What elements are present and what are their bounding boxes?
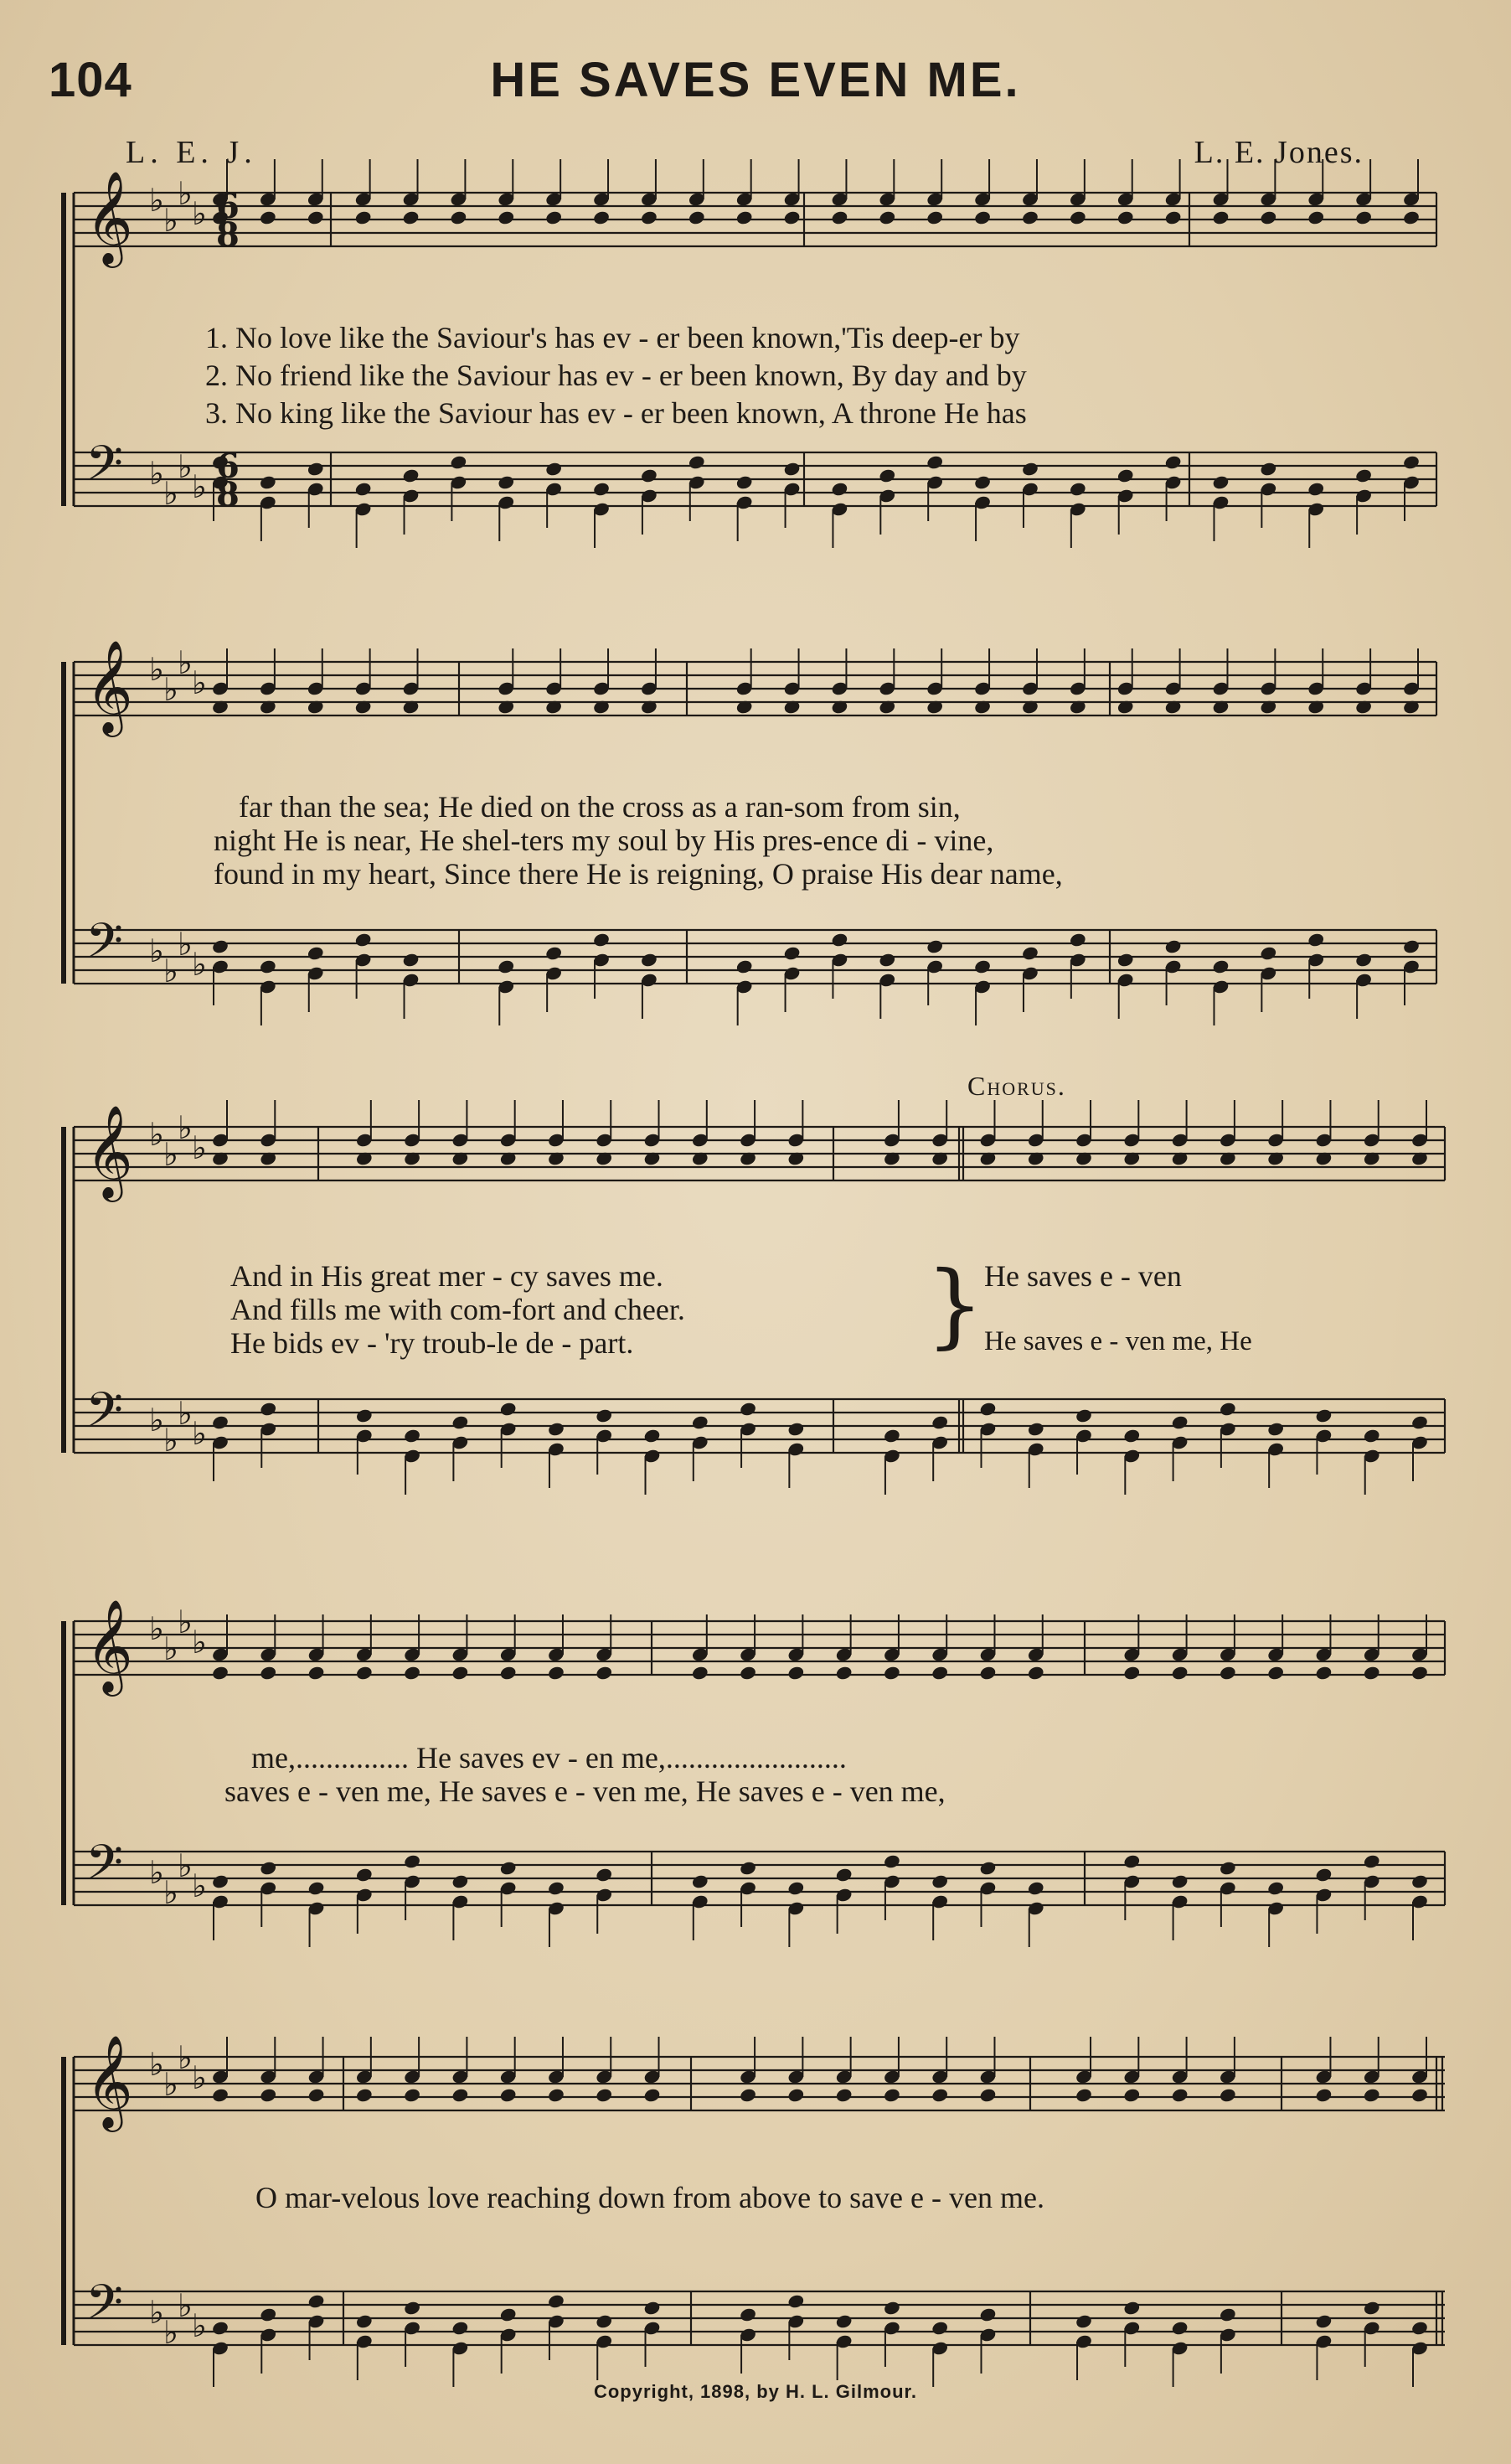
flat-sign: ♭ bbox=[192, 946, 207, 983]
note-head bbox=[1315, 2313, 1333, 2329]
note-head bbox=[878, 467, 896, 483]
note-head bbox=[211, 938, 229, 954]
note-head bbox=[259, 958, 277, 974]
note-head bbox=[1219, 1665, 1237, 1681]
note-head bbox=[1354, 467, 1373, 483]
lyric-line: And in His great mer - cy saves me. bbox=[230, 1259, 663, 1293]
flat-sign: ♭ bbox=[163, 671, 178, 708]
note-head bbox=[688, 454, 706, 470]
note-head bbox=[1122, 2300, 1141, 2316]
note-head bbox=[259, 2087, 277, 2103]
note-head bbox=[835, 2087, 853, 2103]
note-head bbox=[1212, 474, 1230, 490]
time-signature: 8 bbox=[216, 475, 240, 514]
note-head bbox=[1027, 1880, 1045, 1896]
flat-sign: ♭ bbox=[149, 182, 164, 219]
note-head bbox=[595, 1665, 613, 1681]
note-head bbox=[1266, 1421, 1285, 1437]
note-head bbox=[1410, 2320, 1429, 2336]
page-number: 104 bbox=[49, 53, 132, 107]
note-head bbox=[783, 945, 802, 961]
note-head bbox=[883, 1665, 901, 1681]
flat-sign: ♭ bbox=[149, 1854, 164, 1891]
note-head bbox=[354, 932, 373, 948]
flat-sign: ♭ bbox=[192, 1867, 207, 1904]
note-head bbox=[1164, 209, 1183, 225]
note-head bbox=[355, 1665, 374, 1681]
treble-clef: 𝄞 bbox=[85, 170, 133, 264]
note-head bbox=[973, 958, 992, 974]
bass-clef: 𝄢 bbox=[85, 2274, 124, 2343]
note-head bbox=[259, 2306, 277, 2322]
note-head bbox=[1021, 945, 1039, 961]
flat-sign: ♭ bbox=[149, 2294, 164, 2331]
note-head bbox=[354, 209, 373, 225]
flat-sign: ♭ bbox=[178, 1109, 193, 1146]
note-head bbox=[451, 2320, 470, 2336]
note-head bbox=[931, 1873, 949, 1889]
note-head bbox=[835, 2313, 853, 2329]
note-head bbox=[926, 209, 944, 225]
hymn-title: HE SAVES EVEN ME. bbox=[490, 53, 1021, 107]
note-head bbox=[1069, 932, 1087, 948]
note-head bbox=[403, 1428, 421, 1444]
note-head bbox=[259, 474, 277, 490]
flat-sign: ♭ bbox=[163, 1874, 178, 1911]
note-head bbox=[497, 474, 515, 490]
note-head bbox=[831, 481, 849, 497]
note-head bbox=[973, 474, 992, 490]
flat-sign: ♭ bbox=[178, 644, 193, 681]
note-head bbox=[1363, 2300, 1381, 2316]
note-head bbox=[1021, 461, 1039, 477]
note-head bbox=[355, 2087, 374, 2103]
flat-sign: ♭ bbox=[149, 1402, 164, 1439]
composer-credit: L. E. Jones. bbox=[1194, 135, 1364, 170]
note-head bbox=[643, 2087, 662, 2103]
note-head bbox=[1219, 2306, 1237, 2322]
note-head bbox=[451, 1414, 470, 1430]
note-head bbox=[739, 1665, 757, 1681]
flat-sign: ♭ bbox=[192, 1415, 207, 1452]
flat-sign: ♭ bbox=[163, 953, 178, 989]
note-head bbox=[1122, 1665, 1141, 1681]
note-head bbox=[1402, 454, 1421, 470]
treble-clef: 𝄞 bbox=[85, 2034, 133, 2128]
lyric-line: And fills me with com-fort and cheer. bbox=[230, 1293, 685, 1326]
note-head bbox=[1212, 209, 1230, 225]
note-head bbox=[1027, 1665, 1045, 1681]
note-head bbox=[1164, 938, 1183, 954]
note-head bbox=[1122, 1853, 1141, 1869]
note-head bbox=[1075, 2313, 1093, 2329]
note-head bbox=[883, 2087, 901, 2103]
note-head bbox=[1363, 1665, 1381, 1681]
note-head bbox=[1171, 2087, 1189, 2103]
lyric-line: found in my heart, Since there He is reigning, O praise His dear name, bbox=[214, 857, 1063, 891]
flat-sign: ♭ bbox=[149, 932, 164, 969]
lyric-line: He bids ev - 'ry troub-le de - part. bbox=[230, 1326, 634, 1360]
note-head bbox=[979, 1401, 998, 1417]
note-head bbox=[1122, 1428, 1141, 1444]
flat-sign: ♭ bbox=[149, 455, 164, 492]
note-head bbox=[307, 2293, 326, 2309]
note-head bbox=[307, 2087, 326, 2103]
flat-sign: ♭ bbox=[163, 1136, 178, 1173]
time-signature: 6 bbox=[216, 187, 240, 226]
bass-clef: 𝄢 bbox=[85, 912, 124, 981]
note-head bbox=[1260, 461, 1278, 477]
note-head bbox=[1164, 454, 1183, 470]
note-head bbox=[883, 1428, 901, 1444]
note-head bbox=[1171, 1414, 1189, 1430]
flat-sign: ♭ bbox=[163, 475, 178, 512]
note-head bbox=[688, 209, 706, 225]
note-head bbox=[592, 481, 611, 497]
chorus-label: Chorus. bbox=[967, 1071, 1066, 1101]
note-head bbox=[1219, 2087, 1237, 2103]
note-head bbox=[973, 209, 992, 225]
note-head bbox=[211, 1665, 229, 1681]
verse-brace: } bbox=[926, 1251, 984, 1358]
flat-sign: ♭ bbox=[178, 1395, 193, 1432]
note-head bbox=[783, 209, 802, 225]
note-head bbox=[1354, 209, 1373, 225]
treble-clef: 𝄞 bbox=[85, 1599, 133, 1692]
flat-sign: ♭ bbox=[163, 1630, 178, 1667]
note-head bbox=[547, 2087, 565, 2103]
note-head bbox=[499, 1401, 518, 1417]
note-head bbox=[211, 1414, 229, 1430]
flat-sign: ♭ bbox=[163, 1422, 178, 1459]
bass-clef: 𝄢 bbox=[85, 1834, 124, 1903]
note-head bbox=[259, 1665, 277, 1681]
note-head bbox=[1171, 1873, 1189, 1889]
note-head bbox=[307, 209, 325, 225]
note-head bbox=[497, 209, 515, 225]
note-head bbox=[979, 1665, 998, 1681]
note-head bbox=[739, 1860, 757, 1876]
note-head bbox=[497, 958, 515, 974]
note-head bbox=[787, 1665, 806, 1681]
note-head bbox=[783, 461, 802, 477]
note-head bbox=[643, 1428, 662, 1444]
note-head bbox=[735, 209, 754, 225]
note-head bbox=[1075, 1408, 1093, 1423]
note-head bbox=[835, 1665, 853, 1681]
note-head bbox=[691, 1873, 709, 1889]
lyric-line: me,............... He saves ev - en me,........................ bbox=[251, 1741, 847, 1774]
note-head bbox=[1122, 2087, 1141, 2103]
note-head bbox=[1266, 1665, 1285, 1681]
lyric-line: saves e - ven me, He saves e - ven me, He saves e - ven me, bbox=[224, 1774, 946, 1808]
note-head bbox=[544, 945, 563, 961]
note-head bbox=[1363, 1428, 1381, 1444]
flat-sign: ♭ bbox=[178, 1604, 193, 1640]
flat-sign: ♭ bbox=[163, 2066, 178, 2103]
note-head bbox=[640, 209, 658, 225]
note-head bbox=[307, 461, 325, 477]
note-head bbox=[1027, 1421, 1045, 1437]
flat-sign: ♭ bbox=[163, 202, 178, 239]
note-head bbox=[787, 1421, 806, 1437]
note-head bbox=[643, 2300, 662, 2316]
note-head bbox=[926, 454, 944, 470]
flat-sign: ♭ bbox=[178, 1847, 193, 1884]
copyright-notice: Copyright, 1898, by H. L. Gilmour. bbox=[593, 2381, 918, 2402]
note-head bbox=[307, 1665, 326, 1681]
note-head bbox=[499, 1860, 518, 1876]
flat-sign: ♭ bbox=[192, 1129, 207, 1166]
note-head bbox=[547, 1421, 565, 1437]
flat-sign: ♭ bbox=[192, 2307, 207, 2344]
note-head bbox=[1212, 958, 1230, 974]
note-head bbox=[1410, 1873, 1429, 1889]
lyric-line: 1. No love like the Saviour's has ev - er been known,'Tis deep-er by bbox=[205, 321, 1020, 354]
note-head bbox=[1069, 209, 1087, 225]
flat-sign: ♭ bbox=[192, 468, 207, 505]
note-head bbox=[259, 1401, 277, 1417]
note-head bbox=[402, 952, 420, 968]
note-head bbox=[979, 1860, 998, 1876]
note-head bbox=[547, 1665, 565, 1681]
note-head bbox=[1075, 2087, 1093, 2103]
note-head bbox=[450, 209, 468, 225]
note-head bbox=[403, 2087, 421, 2103]
note-head bbox=[1219, 1860, 1237, 1876]
note-head bbox=[831, 209, 849, 225]
note-head bbox=[307, 1880, 326, 1896]
note-head bbox=[787, 2087, 806, 2103]
treble-clef: 𝄞 bbox=[85, 1104, 133, 1198]
note-head bbox=[1402, 209, 1421, 225]
note-head bbox=[1116, 952, 1135, 968]
note-head bbox=[883, 1853, 901, 1869]
lyricist-credit: L. E. J. bbox=[126, 135, 257, 170]
flat-sign: ♭ bbox=[178, 2039, 193, 2076]
note-head bbox=[354, 481, 373, 497]
note-head bbox=[735, 474, 754, 490]
note-head bbox=[595, 1867, 613, 1883]
note-head bbox=[735, 958, 754, 974]
note-head bbox=[1307, 932, 1325, 948]
bass-clef: 𝄢 bbox=[85, 1382, 124, 1450]
flat-sign: ♭ bbox=[178, 448, 193, 485]
note-head bbox=[259, 209, 277, 225]
flat-sign: ♭ bbox=[178, 2287, 193, 2324]
note-head bbox=[1363, 1853, 1381, 1869]
note-head bbox=[640, 952, 658, 968]
note-head bbox=[1410, 1414, 1429, 1430]
note-head bbox=[595, 2313, 613, 2329]
note-head bbox=[1260, 945, 1278, 961]
note-head bbox=[640, 467, 658, 483]
note-head bbox=[1260, 209, 1278, 225]
note-head bbox=[691, 1414, 709, 1430]
treble-clef: 𝄞 bbox=[85, 639, 133, 733]
lyric-line: O mar-velous love reaching down from above to save e - ven me. bbox=[255, 2181, 1044, 2214]
note-head bbox=[403, 1853, 421, 1869]
note-head bbox=[787, 1880, 806, 1896]
lyric-line: 3. No king like the Saviour has ev - er been known, A throne He has bbox=[205, 396, 1027, 430]
note-head bbox=[931, 2320, 949, 2336]
lyric-line: night He is near, He shel-ters my soul by His pres-ence di - vine, bbox=[214, 824, 994, 857]
note-head bbox=[544, 209, 563, 225]
note-head bbox=[739, 1401, 757, 1417]
note-head bbox=[739, 2087, 757, 2103]
note-head bbox=[499, 1665, 518, 1681]
note-head bbox=[595, 2087, 613, 2103]
note-head bbox=[931, 1665, 949, 1681]
note-head bbox=[547, 1880, 565, 1896]
note-head bbox=[1116, 467, 1135, 483]
note-head bbox=[402, 209, 420, 225]
note-head bbox=[883, 2300, 901, 2316]
note-head bbox=[1402, 938, 1421, 954]
note-head bbox=[544, 461, 563, 477]
note-head bbox=[355, 1408, 374, 1423]
note-head bbox=[1315, 1867, 1333, 1883]
note-head bbox=[499, 2087, 518, 2103]
note-head bbox=[878, 209, 896, 225]
note-head bbox=[979, 2306, 998, 2322]
note-head bbox=[1307, 481, 1325, 497]
note-head bbox=[592, 209, 611, 225]
time-signature: 8 bbox=[216, 215, 240, 255]
note-head bbox=[926, 938, 944, 954]
note-head bbox=[403, 1665, 421, 1681]
note-head bbox=[595, 1408, 613, 1423]
note-head bbox=[1069, 481, 1087, 497]
note-head bbox=[450, 454, 468, 470]
note-head bbox=[1410, 1665, 1429, 1681]
note-head bbox=[691, 1665, 709, 1681]
flat-sign: ♭ bbox=[192, 664, 207, 701]
flat-sign: ♭ bbox=[192, 2059, 207, 2096]
note-head bbox=[451, 1665, 470, 1681]
note-head bbox=[1171, 2320, 1189, 2336]
note-head bbox=[592, 932, 611, 948]
note-head bbox=[1307, 209, 1325, 225]
flat-sign: ♭ bbox=[178, 926, 193, 963]
lyric-line: far than the sea; He died on the cross as a ran-som from sin, bbox=[239, 790, 961, 824]
note-head bbox=[1021, 209, 1039, 225]
bass-clef: 𝄢 bbox=[85, 435, 124, 504]
note-head bbox=[355, 2313, 374, 2329]
note-head bbox=[1315, 2087, 1333, 2103]
note-head bbox=[259, 1860, 277, 1876]
chorus-lyric-line: He saves e - ven me, He bbox=[984, 1326, 1252, 1356]
note-head bbox=[403, 2300, 421, 2316]
note-head bbox=[739, 2306, 757, 2322]
note-head bbox=[451, 1873, 470, 1889]
note-head bbox=[307, 945, 325, 961]
note-head bbox=[835, 1867, 853, 1883]
note-head bbox=[499, 2306, 518, 2322]
note-head bbox=[355, 1867, 374, 1883]
note-head bbox=[451, 2087, 470, 2103]
flat-sign: ♭ bbox=[149, 1610, 164, 1647]
note-head bbox=[1354, 952, 1373, 968]
note-head bbox=[1266, 1880, 1285, 1896]
note-head bbox=[1315, 1665, 1333, 1681]
note-head bbox=[547, 2293, 565, 2309]
flat-sign: ♭ bbox=[192, 1624, 207, 1661]
chorus-lyric-line: He saves e - ven bbox=[984, 1259, 1182, 1293]
flat-sign: ♭ bbox=[149, 2046, 164, 2083]
note-head bbox=[931, 1414, 949, 1430]
flat-sign: ♭ bbox=[149, 1116, 164, 1153]
note-head bbox=[1410, 2087, 1429, 2103]
note-head bbox=[1315, 1408, 1333, 1423]
lyric-line: 2. No friend like the Saviour has ev - er been known, By day and by bbox=[205, 359, 1027, 392]
note-head bbox=[211, 2087, 229, 2103]
note-head bbox=[787, 2293, 806, 2309]
flat-sign: ♭ bbox=[178, 175, 193, 212]
note-head bbox=[931, 2087, 949, 2103]
note-head bbox=[831, 932, 849, 948]
note-head bbox=[878, 952, 896, 968]
flat-sign: ♭ bbox=[163, 2314, 178, 2351]
time-signature: 6 bbox=[216, 447, 240, 486]
note-head bbox=[402, 467, 420, 483]
note-head bbox=[211, 2320, 229, 2336]
note-head bbox=[1219, 1401, 1237, 1417]
note-head bbox=[979, 2087, 998, 2103]
note-head bbox=[211, 1873, 229, 1889]
note-head bbox=[1116, 209, 1135, 225]
flat-sign: ♭ bbox=[149, 651, 164, 688]
note-head bbox=[1363, 2087, 1381, 2103]
note-head bbox=[1171, 1665, 1189, 1681]
flat-sign: ♭ bbox=[192, 195, 207, 232]
